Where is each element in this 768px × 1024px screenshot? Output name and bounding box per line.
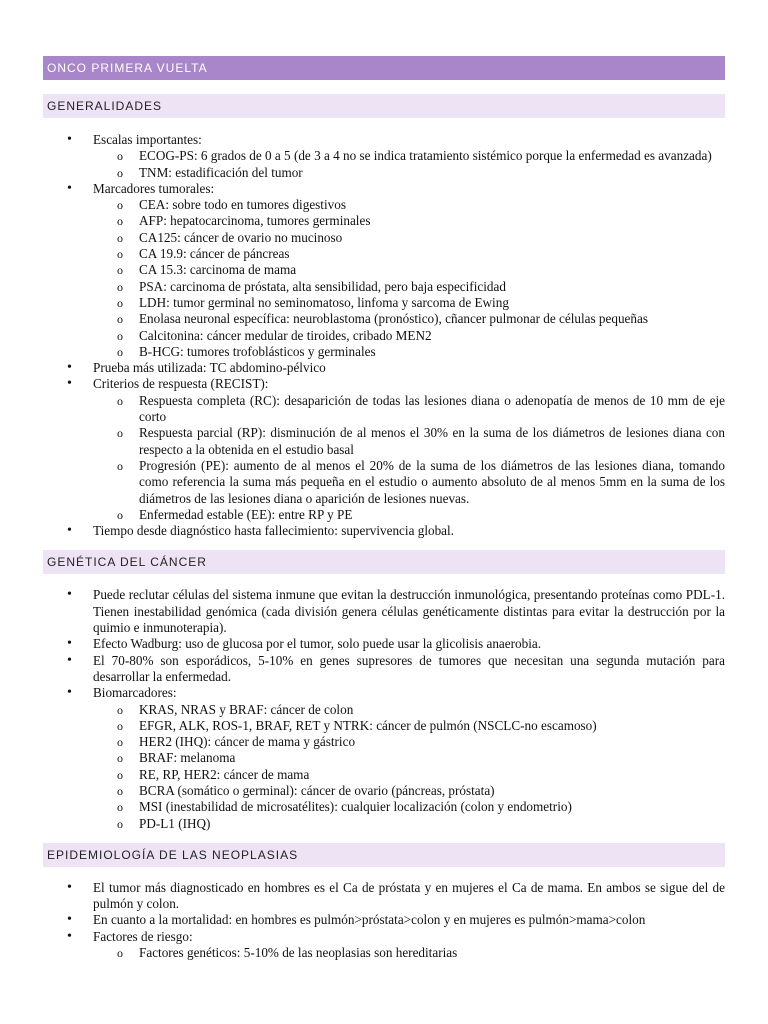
sub-list-item: o HER2 (IHQ): cáncer de mama y gástrico xyxy=(93,734,725,750)
list-item xyxy=(43,685,725,832)
sub-list-item: o ECOG-PS: 6 grados de 0 a 5 (de 3 a 4 no se indica tratamiento sistémico porque la enfermedad es avanzada) xyxy=(93,148,725,164)
list-item xyxy=(43,880,725,913)
list-item-text: Criterios de respuesta (RECIST): xyxy=(93,376,269,392)
sub-list-item: o LDH: tumor germinal no seminomatoso, linfoma y sarcoma de Ewing xyxy=(93,295,725,311)
sub-list-item: o Respuesta completa (RC): desaparición de todas las lesiones diana o adenopatía de menos de 10 mm de eje corto xyxy=(93,393,725,426)
sub-list xyxy=(93,393,725,523)
sub-list-item: o Enolasa neuronal específica: neuroblastoma (pronóstico), cñancer pulmonar de células pequeñas xyxy=(93,311,725,327)
list-item xyxy=(43,636,725,652)
sub-list xyxy=(93,197,725,360)
sub-list-item: o EFGR, ALK, ROS-1, BRAF, RET y NTRK: cáncer de pulmón (NSCLC-no escamoso) xyxy=(93,718,725,734)
list-item xyxy=(43,523,725,539)
section-epidemiologia xyxy=(43,843,725,961)
bullet-list xyxy=(43,587,725,831)
sub-list-item: o MSI (inestabilidad de microsatélites): cualquier localización (colon y endometrio) xyxy=(93,799,725,815)
sub-list xyxy=(93,148,725,181)
list-item-text: Biomarcadores: xyxy=(93,685,177,701)
sub-list-item: o Enfermedad estable (EE): entre RP y PE xyxy=(93,507,725,523)
sub-list-item: o RE, RP, HER2: cáncer de mama xyxy=(93,767,725,783)
sub-list-item: o CA 19.9: cáncer de páncreas xyxy=(93,246,725,262)
sub-list-item: o Calcitonina: cáncer medular de tiroides, cribado MEN2 xyxy=(93,328,725,344)
sub-list xyxy=(93,945,725,961)
bullet-list xyxy=(43,132,725,539)
list-item-text: Factores de riesgo: xyxy=(93,928,193,944)
list-item-text: Puede reclutar células del sistema inmune que evitan la destrucción inmunológica, presentando proteínas como PDL-1. Tienen inestabilidad genómica (cada división genera células genéticamente distintas para evitar la destrucción por la quimio e inmunoterapia). xyxy=(93,587,725,636)
section-genetica xyxy=(43,550,725,831)
list-item-text: Prueba más utilizada: TC abdomino-pélvico xyxy=(93,360,326,376)
list-item xyxy=(43,912,725,928)
sub-list-item: o Respuesta parcial (RP): disminución de al menos el 30% en la suma de los diámetros de lesiones diana con respecto a la obtenida en el estudio basal xyxy=(93,425,725,458)
sub-list-item: o Factores genéticos: 5-10% de las neoplasias son hereditarias xyxy=(93,945,725,961)
bullet-list xyxy=(43,880,725,961)
list-item xyxy=(43,653,725,686)
section-heading: EPIDEMIOLOGÍA DE LAS NEOPLASIAS xyxy=(43,843,725,867)
list-item-text: Efecto Wadburg: uso de glucosa por el tumor, solo puede usar la glicolisis anaerobia. xyxy=(93,636,542,652)
sub-list-item: o CA 15.3: carcinoma de mama xyxy=(93,262,725,278)
sub-list-item: o B-HCG: tumores trofoblásticos y germinales xyxy=(93,344,725,360)
list-item-text: El tumor más diagnosticado en hombres es el Ca de próstata y en mujeres el Ca de mama. En ambos se sigue del de pulmón y colon. xyxy=(93,879,725,912)
list-item xyxy=(43,181,725,360)
list-item xyxy=(43,587,725,636)
list-item-text: Escalas importantes: xyxy=(93,132,202,147)
sub-list-item: o KRAS, NRAS y BRAF: cáncer de colon xyxy=(93,702,725,718)
sub-list-item: o TNM: estadificación del tumor xyxy=(93,165,725,181)
sub-list-item: o BRAF: melanoma xyxy=(93,750,725,766)
list-item-text: Marcadores tumorales: xyxy=(93,180,215,196)
sub-list-item: o Progresión (PE): aumento de al menos el 20% de la suma de los diámetros de las lesiones diana, tomando como referencia la suma más pequeña en el estudio o aumento absoluto de al menos 5mm en la suma de los diámetros de las lesiones diana o aparición de lesiones nuevas. xyxy=(93,458,725,507)
sub-list xyxy=(93,702,725,832)
list-item xyxy=(43,132,725,181)
section-generalidades xyxy=(43,94,725,539)
list-item-text: En cuanto a la mortalidad: en hombres es pulmón>próstata>colon y en mujeres es pulmón>mama>colon xyxy=(93,912,646,928)
sub-list-item: o BCRA (somático o germinal): cáncer de ovario (páncreas, próstata) xyxy=(93,783,725,799)
list-item xyxy=(43,376,725,523)
list-item xyxy=(43,929,725,962)
list-item-text: Tiempo desde diagnóstico hasta fallecimiento: supervivencia global. xyxy=(93,523,454,539)
sub-list-item: o CA125: cáncer de ovario no mucinoso xyxy=(93,230,725,246)
section-heading: GENERALIDADES xyxy=(43,94,725,118)
sub-list-item: o PD-L1 (IHQ) xyxy=(93,816,725,832)
section-heading: GENÉTICA DEL CÁNCER xyxy=(43,550,725,574)
sub-list-item: o AFP: hepatocarcinoma, tumores germinales xyxy=(93,213,725,229)
sub-list-item: o CEA: sobre todo en tumores digestivos xyxy=(93,197,725,213)
document-title: ONCO PRIMERA VUELTA xyxy=(43,56,725,80)
list-item xyxy=(43,360,725,376)
list-item-text: El 70-80% son esporádicos, 5-10% en genes supresores de tumores que necesitan una segunda mutación para desarrollar la enfermedad. xyxy=(93,652,725,684)
document-page xyxy=(43,56,725,961)
sub-list-item: o PSA: carcinoma de próstata, alta sensibilidad, pero baja especificidad xyxy=(93,279,725,295)
